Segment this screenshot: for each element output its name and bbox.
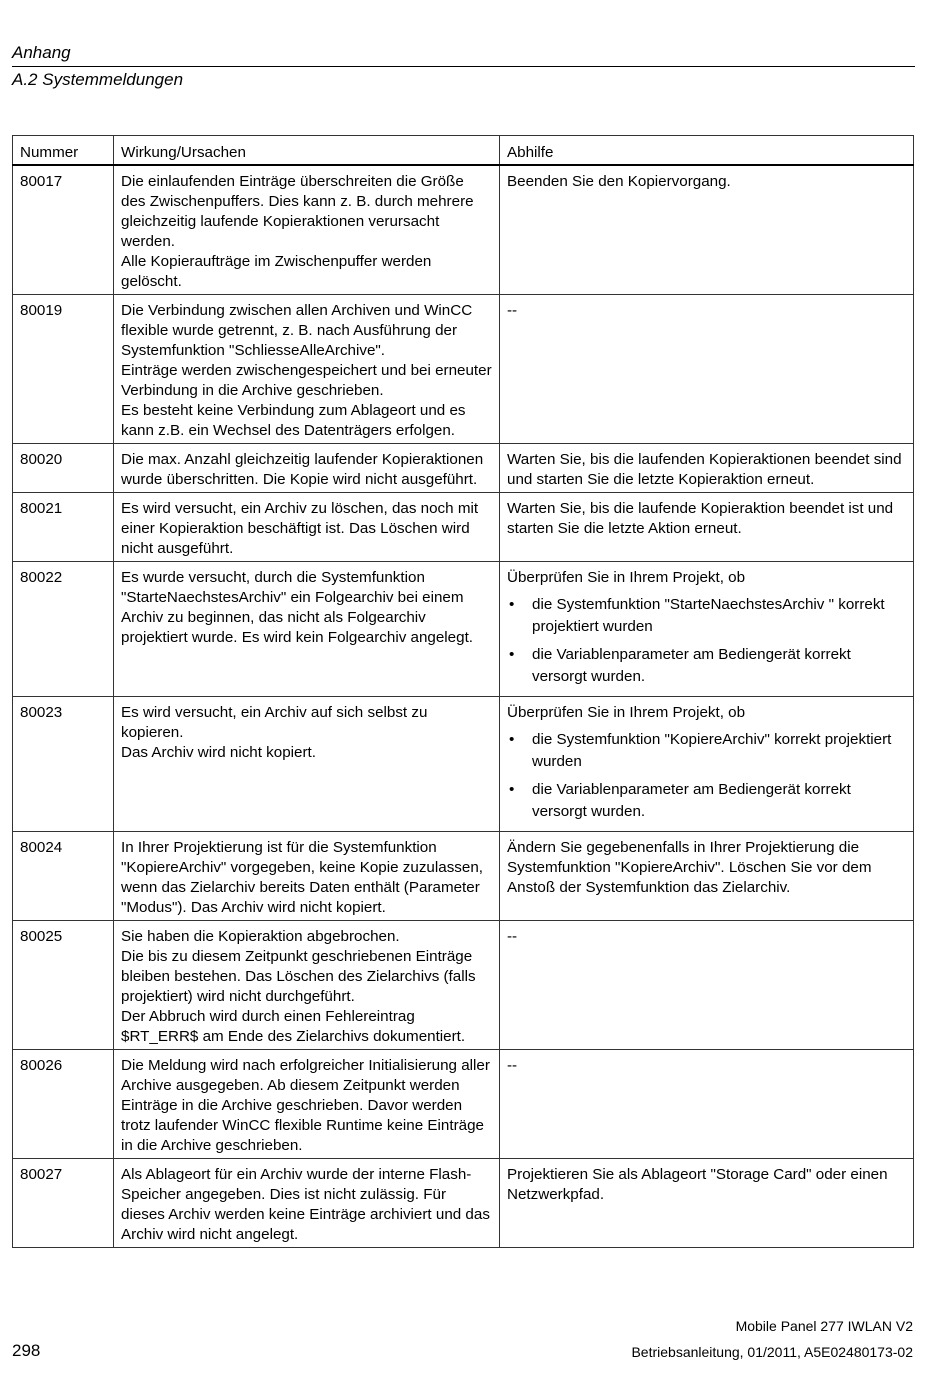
remedy-text: Warten Sie, bis die laufenden Kopieraktionen beendet sind und starten Sie die letzte Kopieraktion erneut.: [507, 451, 902, 488]
table-row: [13, 1159, 914, 1248]
cause-paragraph: Die Verbindung zwischen allen Archiven und WinCC flexible wurde getrennt, z. B. nach Ausführung der Systemfunktion "SchliesseAlleArchive".: [121, 302, 473, 359]
message-remedy: [500, 1050, 914, 1159]
cause-paragraph: Die max. Anzahl gleichzeitig laufender Kopieraktionen wurde überschritten. Die Kopie wird nicht ausgeführt.: [121, 451, 484, 488]
chapter-title: Anhang: [12, 43, 71, 62]
table-header-row: [13, 136, 914, 166]
message-number: 80020: [13, 444, 114, 493]
table-row: [13, 921, 914, 1050]
message-number: 80022: [13, 562, 114, 697]
footer-product: Mobile Panel 277 IWLAN V2: [735, 1318, 913, 1334]
header-divider: [12, 66, 915, 67]
message-number: 80023: [13, 697, 114, 832]
message-cause: [114, 921, 500, 1050]
message-number: 80026: [13, 1050, 114, 1159]
table-row: [13, 562, 914, 697]
message-remedy: [500, 165, 914, 295]
message-remedy: [500, 444, 914, 493]
cause-paragraph: Es wurde versucht, durch die Systemfunktion "StarteNaechstesArchiv" ein Folgearchiv bei einem Archiv zu beginnen, das nicht als Folgearchiv projektiert wurde. Es wird kein Folgearchiv angelegt.: [121, 569, 474, 646]
remedy-text: Projektieren Sie als Ablageort "Storage Card" oder einen Netzwerkpfad.: [507, 1166, 888, 1203]
message-number: 80021: [13, 493, 114, 562]
remedy-text: Warten Sie, bis die laufende Kopieraktion beendet ist und starten Sie die letzte Aktion erneut.: [507, 500, 894, 537]
page-number: 298: [12, 1341, 41, 1360]
remedy-text: Überprüfen Sie in Ihrem Projekt, ob: [507, 704, 746, 721]
message-cause: [114, 1159, 500, 1248]
cause-paragraph: Die Meldung wird nach erfolgreicher Initialisierung aller Archive ausgegeben. Ab diesem Zeitpunkt werden Einträge in die Archive geschrieben. Davor werden trotz laufender WinCC flexible Runtime keine Einträge in die Archive geschrieben.: [121, 1057, 490, 1154]
remedy-list-item: • die Systemfunktion "KopiereArchiv" korrekt projektiert wurden: [507, 729, 906, 773]
table-row: [13, 165, 914, 295]
remedy-text: Überprüfen Sie in Ihrem Projekt, ob: [507, 569, 746, 586]
table-row: [13, 493, 914, 562]
footer-document-info: Betriebsanleitung, 01/2011, A5E02480173-02: [631, 1344, 913, 1360]
message-cause: [114, 444, 500, 493]
table-row: [13, 1050, 914, 1159]
message-remedy: [500, 697, 914, 832]
message-remedy: [500, 832, 914, 921]
table-row: [13, 444, 914, 493]
table-body: [13, 165, 914, 1248]
remedy-list: [507, 729, 906, 823]
message-remedy: [500, 493, 914, 562]
message-number: 80024: [13, 832, 114, 921]
remedy-list-item: • die Variablenparameter am Bediengerät korrekt versorgt wurden.: [507, 644, 906, 688]
cause-paragraph: Es besteht keine Verbindung zum Ablageort und es kann z.B. ein Wechsel des Datenträgers erfolgen.: [121, 402, 466, 439]
cause-paragraph: Sie haben die Kopieraktion abgebrochen.: [121, 928, 400, 945]
message-number: 80019: [13, 295, 114, 444]
message-cause: [114, 562, 500, 697]
message-remedy: [500, 562, 914, 697]
cause-paragraph: Es wird versucht, ein Archiv zu löschen, das noch mit einer Kopieraktion beschäftigt ist. Das Löschen wird nicht ausgeführt.: [121, 500, 479, 557]
cause-paragraph: In Ihrer Projektierung ist für die Systemfunktion "KopiereArchiv" vorgegeben, keine Kopie zuzulassen, wenn das Zielarchiv bereits Daten enthält (Parameter "Modus"). Das Archiv wird nicht kopiert.: [121, 839, 484, 916]
remedy-list: [507, 594, 906, 688]
message-number: 80017: [13, 165, 114, 295]
message-remedy: [500, 921, 914, 1050]
column-header-nummer: Nummer: [13, 136, 114, 166]
column-header-abhilfe: Abhilfe: [500, 136, 914, 166]
table-row: [13, 697, 914, 832]
message-remedy: [500, 1159, 914, 1248]
message-cause: [114, 165, 500, 295]
table-row: [13, 295, 914, 444]
message-cause: [114, 697, 500, 832]
message-remedy: [500, 295, 914, 444]
message-cause: [114, 1050, 500, 1159]
column-header-wirkung: Wirkung/Ursachen: [114, 136, 500, 166]
cause-paragraph: Als Ablageort für ein Archiv wurde der interne Flash-Speicher angegeben. Dies ist nicht zulässig. Für dieses Archiv werden keine Einträge archiviert und das Archiv wird nicht angelegt.: [121, 1166, 490, 1243]
message-cause: [114, 493, 500, 562]
remedy-text: Beenden Sie den Kopiervorgang.: [507, 173, 731, 190]
table-row: [13, 832, 914, 921]
cause-paragraph: Die einlaufenden Einträge überschreiten die Größe des Zwischenpuffers. Dies kann z. B. durch mehrere gleichzeitig laufende Kopieraktionen verursacht werden.: [121, 173, 474, 250]
remedy-list-item: • die Systemfunktion "StarteNaechstesArchiv " korrekt projektiert wurden: [507, 594, 906, 638]
cause-paragraph: Die bis zu diesem Zeitpunkt geschriebenen Einträge bleiben bestehen. Das Löschen des Zielarchivs (falls projektiert) wird nicht durchgeführt.: [121, 948, 476, 1005]
message-number: 80027: [13, 1159, 114, 1248]
message-number: 80025: [13, 921, 114, 1050]
message-cause: [114, 832, 500, 921]
cause-paragraph: Der Abbruch wird durch einen Fehlereintrag $RT_ERR$ am Ende des Zielarchivs dokumentiert.: [121, 1008, 466, 1045]
message-cause: [114, 295, 500, 444]
remedy-text: --: [507, 302, 518, 319]
remedy-text: Ändern Sie gegebenenfalls in Ihrer Projektierung die Systemfunktion "KopiereArchiv". Löschen Sie vor dem Anstoß der Systemfunktion das Zielarchiv.: [507, 839, 872, 896]
section-title: A.2 Systemmeldungen: [12, 70, 184, 89]
cause-paragraph: Es wird versucht, ein Archiv auf sich selbst zu kopieren.: [121, 704, 428, 741]
remedy-text: --: [507, 928, 518, 945]
remedy-list-item: • die Variablenparameter am Bediengerät korrekt versorgt wurden.: [507, 779, 906, 823]
remedy-text: --: [507, 1057, 518, 1074]
cause-paragraph: Einträge werden zwischengespeichert und bei erneuter Verbindung in die Archive geschrieben.: [121, 362, 492, 399]
cause-paragraph: Alle Kopieraufträge im Zwischenpuffer werden gelöscht.: [121, 253, 432, 290]
system-messages-table: [12, 135, 914, 1248]
cause-paragraph: Das Archiv wird nicht kopiert.: [121, 744, 316, 761]
